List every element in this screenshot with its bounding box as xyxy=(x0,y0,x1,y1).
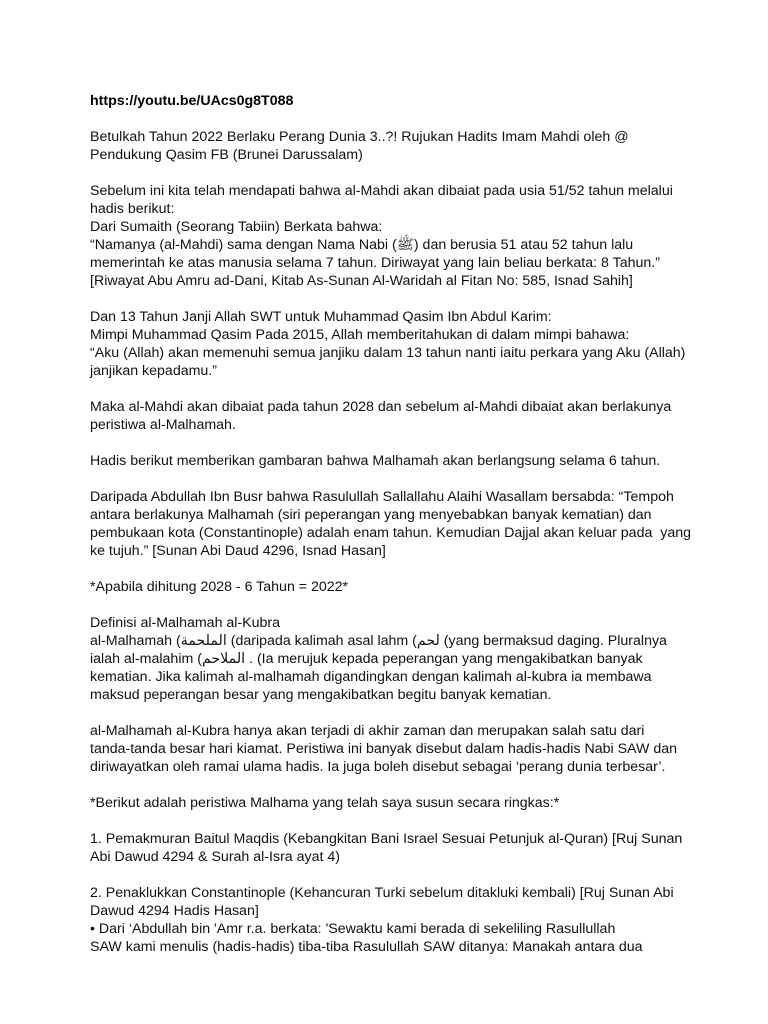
paragraph-gap xyxy=(90,776,690,794)
paragraph-gap xyxy=(90,434,690,452)
paragraph xyxy=(90,128,690,164)
paragraph xyxy=(90,308,690,380)
text-line: pembukaan kota (Constantinople) adalah enam tahun. Kemudian Dajjal akan keluar pada yang xyxy=(90,525,692,541)
text-line: al-Malhamah al-Kubra hanya akan terjadi di akhir zaman dan merupakan salah satu dari xyxy=(90,723,645,739)
text-line: Sebelum ini kita telah mendapati bahwa al-Mahdi akan dibaiat pada usia 51/52 tahun melalui xyxy=(90,183,673,199)
text-line: peristiwa al-Malhamah. xyxy=(90,417,236,433)
text-line: Daripada Abdullah Ibn Busr bahwa Rasulullah Sallallahu Alaihi Wasallam bersabda: “Tempoh xyxy=(90,489,674,505)
paragraph xyxy=(90,488,690,560)
text-line: Definisi al-Malhamah al-Kubra xyxy=(90,615,281,631)
document-page xyxy=(90,92,690,956)
paragraph xyxy=(90,614,690,704)
text-line: SAW kami menulis (hadis-hadis) tiba-tiba Rasulullah SAW ditanya: Manakah antara dua xyxy=(90,939,643,955)
paragraph xyxy=(90,452,690,470)
text-line: Betulkah Tahun 2022 Berlaku Perang Dunia 3..?! Rujukan Hadits Imam Mahdi oleh @ xyxy=(90,129,629,145)
paragraph xyxy=(90,398,690,434)
text-line: 2. Penaklukkan Constantinople (Kehancuran Turki sebelum ditakluki kembali) [Ruj Sunan Abi xyxy=(90,885,674,901)
text-line: antara berlakunya Malhamah (siri peperangan yang menyebabkan banyak kematian) dan xyxy=(90,507,652,523)
document-body xyxy=(90,128,690,956)
paragraph-gap xyxy=(90,290,690,308)
text-line: tanda-tanda besar hari kiamat. Peristiwa ini banyak disebut dalam hadis-hadis Nabi SAW dan xyxy=(90,741,677,757)
text-line: [Riwayat Abu Amru ad-Dani, Kitab As-Sunan Al-Waridah al Fitan No: 585, Isnad Sahih] xyxy=(90,273,633,289)
paragraph xyxy=(90,830,690,866)
text-line: “Aku (Allah) akan memenuhi semua janjiku dalam 13 tahun nanti iaitu perkara yang Aku (Allah) xyxy=(90,345,686,361)
paragraph-gap xyxy=(90,164,690,182)
text-line: hadis berikut: xyxy=(90,201,175,217)
text-line: Dari Sumaith (Seorang Tabiin) Berkata bahwa: xyxy=(90,219,383,235)
text-line: Hadis berikut memberikan gambaran bahwa Malhamah akan berlangsung selama 6 tahun. xyxy=(90,453,661,469)
paragraph-gap xyxy=(90,380,690,398)
paragraph xyxy=(90,884,690,956)
text-line: memerintah ke atas manusia selama 7 tahun. Diriwayat yang lain beliau berkata: 8 Tahun.” xyxy=(90,255,660,271)
text-line: • Dari ‘Abdullah bin 'Amr r.a. berkata: 'Sewaktu kami berada di sekeliling Rasullullah xyxy=(90,921,616,937)
paragraph-gap xyxy=(90,470,690,488)
text-line: janjikan kepadamu.” xyxy=(90,363,217,379)
paragraph-gap xyxy=(90,596,690,614)
text-line: Pendukung Qasim FB (Brunei Darussalam) xyxy=(90,147,363,163)
text-line: ke tujuh.” [Sunan Abi Daud 4296, Isnad Hasan] xyxy=(90,543,386,559)
text-line: Mimpi Muhammad Qasim Pada 2015, Allah memberitahukan di dalam mimpi bahawa: xyxy=(90,327,630,343)
paragraph-gap xyxy=(90,812,690,830)
text-line: kematian. Jika kalimah al-malhamah digandingkan dengan kalimah al-kubra ia membawa xyxy=(90,669,652,685)
paragraph xyxy=(90,794,690,812)
text-line: *Apabila dihitung 2028 - 6 Tahun = 2022* xyxy=(90,579,349,595)
paragraph-gap xyxy=(90,866,690,884)
text-line: maksud peperangan besar yang mengakibatkan begitu banyak kematian. xyxy=(90,687,552,703)
paragraph xyxy=(90,722,690,776)
text-line: al-Malhamah (الملحمة (daripada kalimah asal lahm (لحم (yang bermaksud daging. Pluralnya xyxy=(90,633,667,649)
video-link[interactable]: https://youtu.be/UAcs0g8T088 xyxy=(90,93,294,109)
paragraph-gap xyxy=(90,704,690,722)
text-line: Maka al-Mahdi akan dibaiat pada tahun 2028 dan sebelum al-Mahdi dibaiat akan berlakunya xyxy=(90,399,672,415)
text-line: Dawud 4294 Hadis Hasan] xyxy=(90,903,259,919)
text-line: *Berikut adalah peristiwa Malhama yang telah saya susun secara ringkas:* xyxy=(90,795,560,811)
text-line: Dan 13 Tahun Janji Allah SWT untuk Muhammad Qasim Ibn Abdul Karim: xyxy=(90,309,552,325)
text-line: ialah al-malahim (الملاحم . (Ia merujuk kepada peperangan yang mengakibatkan banyak xyxy=(90,651,643,667)
text-line: diriwayatkan oleh ramai ulama hadis. Ia juga boleh disebut sebagai ‘perang dunia terbesar’. xyxy=(90,759,666,775)
paragraph-gap xyxy=(90,110,690,128)
text-line: 1. Pemakmuran Baitul Maqdis (Kebangkitan Bani Israel Sesuai Petunjuk al-Quran) [Ruj Sunan xyxy=(90,831,683,847)
text-line: Abi Dawud 4294 & Surah al-Isra ayat 4) xyxy=(90,849,340,865)
paragraph xyxy=(90,578,690,596)
text-line: “Namanya (al-Mahdi) sama dengan Nama Nabi (ﷺ) dan berusia 51 atau 52 tahun lalu xyxy=(90,237,634,253)
paragraph xyxy=(90,182,690,290)
paragraph-gap xyxy=(90,560,690,578)
